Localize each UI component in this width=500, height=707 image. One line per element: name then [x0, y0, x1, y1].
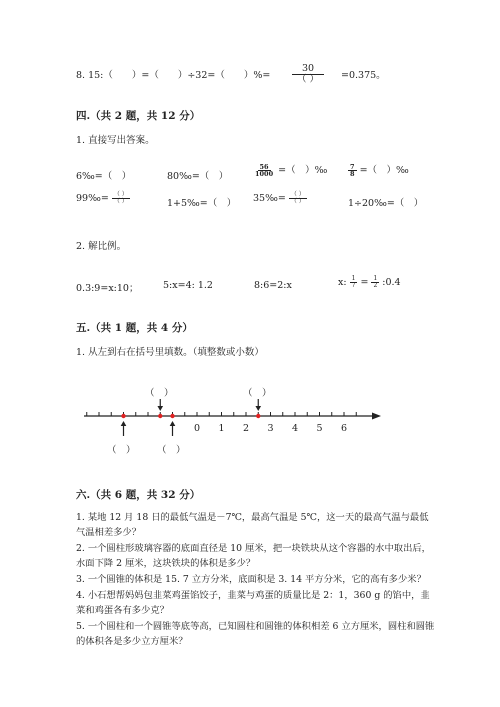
blank-above-1: （ ） [145, 388, 174, 399]
tick-label: 5 [316, 423, 323, 434]
s6-item-5: 5. 一个圆柱和一个圆锥等底等高，已知圆柱和圆锥的体积相差 6 立方厘米，圆柱和圆锥的体积各是多少立方厘米？ [76, 621, 435, 648]
q8-suffix: =0.375。 [341, 70, 386, 81]
eq-d-f2-den: 2 [373, 282, 378, 289]
s4-r2-c-den: （ ） [290, 198, 305, 205]
eq-d-f1-num: 1 [351, 275, 356, 282]
eq-a: 0.3:9=x:10； [76, 283, 139, 294]
blank-below-1: （ ） [107, 445, 136, 456]
s6-item-2: 2. 一个圆柱形玻璃容器的底面直径是 10 厘米，把一块铁块从这个容器的水中取出后，水面下降 2 厘米，这块铁块的体积是多少？ [76, 543, 431, 570]
arrow-above-head [157, 406, 163, 411]
s6-item-4: 4. 小石想帮妈妈包韭菜鸡蛋馅饺子，韭菜与鸡蛋的质量比是 2：1，360 g 的馅中，韭菜和鸡蛋各有多少克？ [76, 590, 430, 617]
s4-r1-c-tail: =（ ）‰ [278, 165, 328, 176]
s4-r2-a-pre: 99‰= [76, 193, 109, 204]
s4-r2-c-pre: 35‰= [253, 193, 286, 204]
s4-r2-d: 1÷20‰=（ ） [348, 198, 424, 209]
s4-r2-a-num: （ ） [113, 191, 128, 198]
blank-above-2: （ ） [243, 388, 272, 399]
s6-item-1: 1. 某地 12 月 18 日的最低气温是－7℃，最高气温是 5℃，这一天的最高气温与最低气温相差多少？ [76, 512, 429, 539]
tick-label: 2 [242, 423, 250, 434]
section5-q1-label: 1. 从左到右在括号里填数。（填整数或小数） [76, 347, 264, 358]
arrow-above-head [255, 406, 261, 411]
s4-r1-b: 80‰=（ ） [167, 171, 229, 182]
blank-below-2: （ ） [157, 445, 186, 456]
section4-q1-label: 1. 直接写出答案。 [76, 135, 155, 146]
eq-d-mid: = [360, 277, 372, 288]
red-point [170, 414, 174, 418]
section4-title: 四.（共 2 题，共 12 分） [76, 110, 201, 122]
red-point [158, 414, 162, 418]
arrow-below-head [170, 421, 176, 426]
tick-label: 6 [340, 423, 348, 434]
s4-r2-b: 1+5‰=（ ） [167, 198, 237, 209]
s4-r1-c-den: 1000 [255, 170, 274, 178]
arrow-below-head [121, 421, 127, 426]
eq-c: 8:6=2:x [254, 280, 292, 291]
tick-label: 4 [291, 423, 299, 434]
s4-r1-d-num: 7 [350, 162, 355, 171]
red-point [256, 414, 260, 418]
s6-item-3: 3. 一个圆锥的体积是 15. 7 立方分米，底面积是 3. 14 平方分米，它的高有多少米？ [76, 574, 426, 585]
section4-q2-label: 2. 解比例。 [76, 241, 127, 252]
s4-r1-c-num: 56 [259, 162, 269, 171]
tick-label: 0 [193, 423, 201, 434]
section5-title: 五.（共 1 题，共 4 分） [76, 322, 193, 334]
s4-r2-a-den: （ ） [113, 198, 128, 205]
eq-d-f1-den: 7 [351, 282, 356, 289]
axis-arrowhead [372, 413, 381, 420]
section6-title: 六.（共 6 题，共 32 分） [76, 489, 201, 501]
eq-b: 5:x=4: 1.2 [163, 280, 213, 291]
red-point [121, 414, 125, 418]
q8-prefix: 8. 15:（ ）=（ ）÷32=（ ）%= [76, 70, 271, 81]
eq-d-post: :0.4 [382, 277, 401, 288]
s4-r2-c-num: （ ） [290, 191, 305, 198]
s4-r1-d-tail: =（ ）‰ [359, 165, 409, 176]
s4-r1-d-den: 8 [350, 170, 355, 178]
eq-d-f2-num: 1 [373, 275, 378, 282]
tick-label: 1 [218, 423, 225, 434]
tick-label: 3 [267, 423, 274, 434]
q8-frac-den: （ ） [297, 73, 320, 85]
s4-r1-a: 6‰=（ ） [76, 171, 132, 182]
q8-frac-num: 30 [292, 64, 324, 75]
eq-d-pre: x: [338, 277, 347, 288]
